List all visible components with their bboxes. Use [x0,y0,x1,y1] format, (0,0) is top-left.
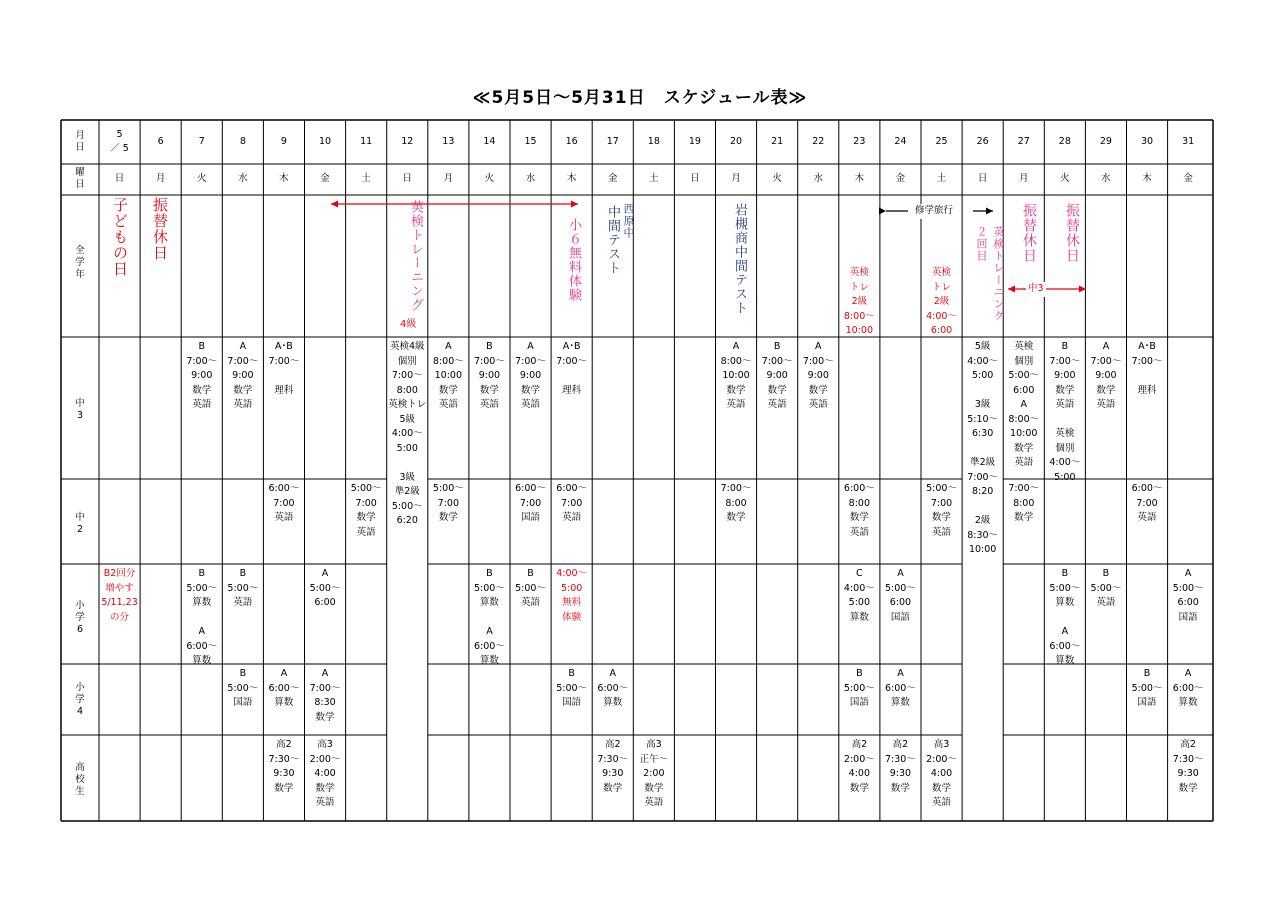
shugaku-right-arrow [973,208,993,215]
date-24: 24 [894,136,907,147]
sho6-day-31: A 5:00～ 6:00 国語 [1172,568,1204,623]
nishihara-label: 西原中 [622,203,635,239]
row-label-chu2: 中 2 [75,512,85,535]
kou-day-31: 高2 7:30～ 9:30 数学 [1172,739,1204,794]
date-7: 7 [198,136,205,147]
weekday-6: 月 [155,173,166,184]
date-11: 11 [360,136,373,147]
weekday-7: 火 [196,173,207,184]
kou-day-24: 高2 7:30～ 9:30 数学 [885,739,916,794]
date-13: 13 [442,136,455,147]
eiken-training-2-label: 英検トレーニング [992,226,1005,322]
weekday-29: 水 [1101,173,1111,184]
kou-day-18: 高3 正午～ 2:00 数学 英語 [639,739,669,808]
weekday-14: 火 [484,173,495,184]
sho4-day-24: A 6:00～ 算数 [885,668,916,708]
sho6-day-23: C 4:00～ 5:00 算数 [843,568,875,623]
weekday-9: 木 [279,173,289,184]
weekday-23: 木 [854,173,865,184]
date-21: 21 [771,136,784,147]
weekday-31: 金 [1183,173,1193,184]
weekday-28: 火 [1060,173,1070,184]
weekday-20: 月 [731,173,741,184]
kodomo-no-hi: 子どもの日 [111,197,129,277]
chu3-day-9: A･B 7:00～ 理科 [268,341,300,396]
sho6-day-5: B2回分 増やす 5/11,23 の分 [101,568,138,623]
date-9: 9 [280,136,287,147]
sho6-day-10: A 5:00～ 6:00 [309,568,341,608]
sho6-day-28: B 5:00～ 算数 A 6:00～ 算数 [1049,568,1081,666]
furikae-kyujitsu-27: 振替休日 [1021,203,1037,263]
weekday-15: 水 [525,173,536,184]
weekday-12: 日 [402,173,412,184]
date-19: 19 [688,136,701,147]
sho6-day-24: A 5:00～ 6:00 国語 [885,568,916,623]
date-22: 22 [812,136,825,147]
date-31: 31 [1182,136,1195,147]
sho4-day-23: B 5:00～ 国語 [843,668,875,708]
sho6-day-7: B 5:00～ 算数 A 6:00～ 算数 [186,568,218,666]
chu2-day-27: 7:00～ 8:00 数学 [1008,483,1040,523]
eiken-tore-25: 英検 トレ 2級 4:00～ 6:00 [926,267,957,336]
date-30: 30 [1141,136,1154,147]
date-14: 14 [483,136,496,147]
weekday-25: 土 [936,173,947,184]
date-23: 23 [853,136,866,147]
chu3-day-20: A 8:00～ 10:00 数学 英語 [720,341,752,410]
chu2-day-30: 6:00～ 7:00 英語 [1131,483,1163,523]
date-12: 12 [401,136,414,147]
sho4-day-8: B 5:00～ 国語 [227,668,259,708]
sho6-muryo-taiken: 小６無料体験 [566,218,581,302]
sho4-day-10: A 7:00～ 8:30 数学 [309,668,341,723]
date-16: 16 [565,136,578,147]
furikae-kyujitsu-6: 振替休日 [151,197,169,261]
date-25: 25 [935,136,948,147]
date-20: 20 [730,136,743,147]
row-label-all: 全 学 年 [75,245,85,280]
chu3-day-29: A 7:00～ 9:00 数学 英語 [1090,341,1122,410]
sho4-day-16: B 5:00～ 国語 [556,668,588,708]
chu2-day-9: 6:00～ 7:00 英語 [268,483,300,523]
nikaime-label: ２回目 [975,226,988,262]
weekday-16: 木 [566,173,577,184]
chu2-day-16: 6:00～ 7:00 英語 [556,483,588,523]
date-28: 28 [1058,136,1071,147]
weekday-21: 火 [772,173,782,184]
weekday-18: 土 [649,173,659,184]
sho6-day-29: B 5:00～ 英語 [1090,568,1122,608]
sho4-day-17: A 6:00～ 算数 [597,668,629,708]
chu3-day-30: A･B 7:00～ 理科 [1131,341,1163,396]
weekday-24: 金 [895,173,906,184]
chu3-day-21: B 7:00～ 9:00 数学 英語 [761,341,793,410]
weekday-26: 日 [977,173,988,184]
weekday-30: 木 [1142,173,1152,184]
sho6-day-15: B 5:00～ 英語 [515,568,546,608]
chu2-day-11: 5:00～ 7:00 数学 英語 [350,483,382,538]
kou-day-17: 高2 7:30～ 9:30 数学 [597,739,629,794]
iwatsuki-label: 岩槻商中間テスト [732,203,747,315]
eiken-4kyu-label: 4級 [400,319,417,330]
sho6-day-8: B 5:00～ 英語 [227,568,259,608]
chu2-day-23: 6:00～ 8:00 数学 英語 [843,483,875,538]
page-title: ≪5月5日～5月31日 スケジュール表≫ [472,88,808,108]
month-day-label: 月 日 [75,130,85,153]
eiken-tore-23: 英検 トレ 2級 8:00～ 10:00 [843,267,875,336]
sho4-day-31: A 6:00～ 算数 [1172,668,1204,708]
sho4-day-30: B 5:00～ 国語 [1131,668,1163,708]
kou-day-23: 高2 2:00～ 4:00 数学 [843,739,875,794]
row-label-sho6: 小 学 6 [75,600,85,635]
date-15: 15 [524,136,537,147]
weekday-13: 月 [443,173,454,184]
chu3-day-26: 5級 4:00～ 5:00 3級 5:10～ 6:30 準2級 7:00～ 8:20 2級 8:30～ 10:00 [967,341,999,555]
kou-day-25: 高3 2:00～ 4:00 数学 英語 [926,739,957,808]
date-6: 6 [157,136,164,147]
row-label-sho4: 小 学 4 [75,682,85,717]
weekday-27: 月 [1018,173,1029,184]
weekday-22: 水 [813,173,823,184]
chu3-arrow [1008,286,1086,293]
date-8: 8 [239,136,246,147]
chu3-day-22: A 7:00～ 9:00 数学 英語 [802,341,834,410]
row-label-chu3: 中 3 [75,398,85,421]
sho6-day-14: B 5:00～ 算数 A 6:00～ 算数 [474,568,505,666]
date-17: 17 [606,136,619,147]
chu3-day-7: B 7:00～ 9:00 数学 英語 [186,341,218,410]
eiken-training-arrow [331,201,578,208]
date-27: 27 [1017,136,1030,147]
chu3-day-12: 英検4級 個別 7:00～ 8:00 英検トレ 5級 4:00～ 5:00 3級 準2級 5:00～ 6:20 [388,341,427,526]
kou-day-10: 高3 2:00～ 4:00 数学 英語 [309,739,341,808]
chu2-day-25: 5:00～ 7:00 数学 英語 [926,483,957,538]
weekday-19: 日 [690,173,700,184]
weekday-5: 日 [114,173,125,184]
chu3-day-27: 英検 個別 5:00～ 6:00 A 8:00～ 10:00 数学 英語 [1008,341,1040,468]
chu3-day-15: A 7:00～ 9:00 数学 英語 [515,341,546,410]
weekday-17: 金 [607,173,618,184]
chu2-day-15: 6:00～ 7:00 国語 [515,483,546,523]
date-10: 10 [319,136,332,147]
weekday-8: 水 [238,173,248,184]
chu3-day-14: B 7:00～ 9:00 数学 英語 [474,341,505,410]
shugaku-label: 修学旅行 [912,204,956,219]
furikae-kyujitsu-28: 振替休日 [1064,203,1080,263]
chu3-day-8: A 7:00～ 9:00 数学 英語 [227,341,259,410]
chu2-day-20: 7:00～ 8:00 数学 [720,483,752,523]
shugaku-left-arrow [879,208,908,215]
chu2-day-13: 5:00～ 7:00 数学 [432,483,464,523]
row-label-kou: 高 校 生 [75,762,85,797]
weekday-label: 曜 日 [75,167,85,190]
weekday-10: 金 [320,173,330,184]
chu3-arrow-label: 中3 [1026,282,1046,297]
chukan-test-label: 中間テスト [605,205,620,275]
eiken-training-label: 英検トレーニング [408,200,423,312]
chu3-day-16: A･B 7:00～ 理科 [556,341,588,396]
chu3-day-28: B 7:00～ 9:00 数学 英語 英検 個別 4:00～ 5:00 [1049,341,1081,483]
weekday-11: 土 [361,173,371,184]
date-26: 26 [976,136,989,147]
sho6-day-16: 4:00～ 5:00 無料 体験 [556,568,588,623]
date-18: 18 [647,136,660,147]
date-29: 29 [1099,136,1112,147]
kou-day-9: 高2 7:30～ 9:30 数学 [268,739,300,794]
sho4-day-9: A 6:00～ 算数 [268,668,300,708]
date-5: 5 ／ 5 [110,129,129,154]
chu3-day-13: A 8:00～ 10:00 数学 英語 [432,341,464,410]
